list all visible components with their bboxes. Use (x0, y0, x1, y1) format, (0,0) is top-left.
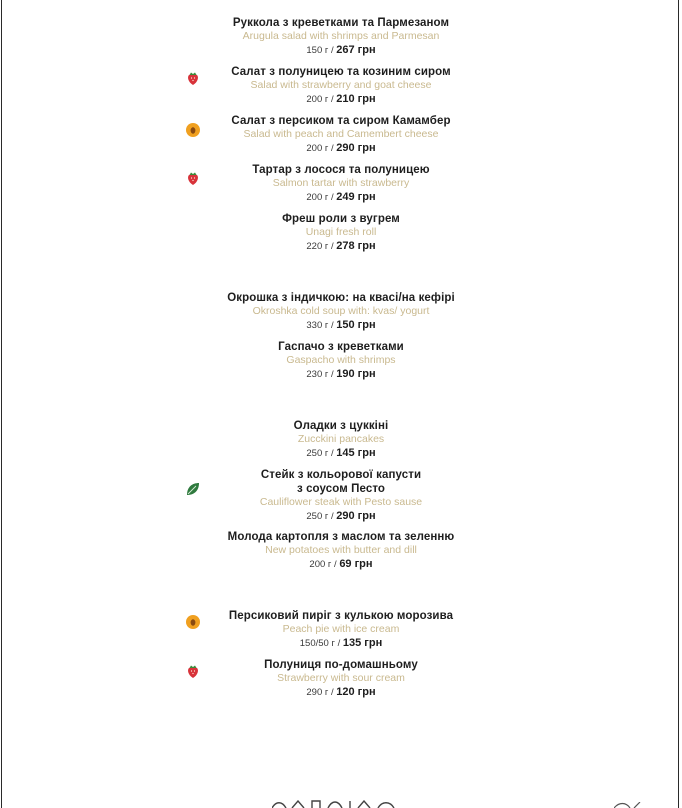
dish-weight: 150/50 г (299, 638, 335, 649)
dish-name-english: Okroshka cold soup with: kvas/ yogurt (252, 305, 430, 317)
dish-name: Молода картопля з маслом та зеленню (227, 531, 455, 543)
dish-name-english: Salmon tartar with strawberry (272, 177, 410, 189)
dish-price: 135 грн (342, 637, 383, 649)
dish-price: 267 грн (336, 44, 376, 56)
dish-weight-price: 250 г / 145 грн (306, 447, 376, 459)
dish-price: 120 грн (336, 686, 376, 698)
dish-weight: 230 г (306, 369, 329, 380)
dish-weight-price: 290 г / 120 грн (306, 686, 376, 698)
dish-name-english: Peach pie with ice cream (282, 623, 400, 635)
dish-price: 69 грн (339, 558, 373, 570)
dish-weight-price: 220 г / 278 грн (306, 240, 376, 252)
dish-weight: 250 г (306, 448, 329, 459)
dish-weight-price: 330 г / 150 грн (306, 319, 376, 331)
dish-price: 145 грн (336, 447, 376, 459)
dish-weight: 220 г (306, 241, 329, 252)
dish-name: Полуниця по-домашньому (264, 659, 418, 671)
menu-item (0, 658, 682, 700)
dish-weight-price: 200 г / 290 грн (306, 142, 376, 154)
menu-item (0, 468, 682, 524)
dish-price: 150 грн (336, 319, 376, 331)
menu-item (0, 340, 682, 382)
dish-weight: 200 г (309, 559, 332, 570)
dish-price: 210 грн (336, 93, 376, 105)
dish-name-english: Unagi fresh roll (305, 226, 377, 238)
menu-item (0, 65, 682, 107)
menu-item (0, 291, 682, 333)
dish-name: Окрошка з індичкою: на квасі/на кефірі (227, 292, 455, 304)
dish-weight: 200 г (306, 94, 329, 105)
dish-name: Салат з персиком та сиром Камамбер (231, 115, 451, 127)
menu-item (0, 114, 682, 156)
dish-name: Персиковий пиріг з кулькою морозива (228, 610, 454, 622)
dish-price: 278 грн (336, 240, 376, 252)
dish-name-english: Zucckini pancakes (297, 433, 385, 445)
dish-weight: 200 г (306, 143, 329, 154)
dish-name-english: Gaspacho with shrimps (286, 354, 396, 366)
dish-name-line2: з соусом Песто (296, 483, 386, 495)
dish-weight-price: 200 г / 210 грн (306, 93, 376, 105)
menu-item (0, 419, 682, 461)
dish-weight-price: 150/50 г / 135 грн (299, 637, 383, 649)
footer-logo-partial (272, 800, 412, 808)
dish-name: Тартар з лосося та полуницею (252, 164, 430, 176)
dish-weight-price: 200 г / 69 грн (309, 558, 373, 570)
dish-weight: 330 г (306, 320, 329, 331)
dish-name: Оладки з цуккіні (293, 420, 389, 432)
menu-item (0, 609, 682, 651)
menu-item (0, 212, 682, 254)
dish-weight: 150 г (306, 45, 329, 56)
menu-item (0, 530, 682, 572)
dish-name: Стейк з кольорової капусти (260, 469, 422, 481)
dish-name: Салат з полуницею та козиним сиром (231, 66, 451, 78)
dish-name-english: Arugula salad with shrimps and Parmesan (242, 30, 440, 42)
dish-weight: 200 г (306, 192, 329, 203)
dish-weight-price: 200 г / 249 грн (306, 191, 376, 203)
menu-item (0, 16, 682, 58)
dish-name: Гаспачо з креветками (278, 341, 404, 353)
dish-weight: 250 г (306, 511, 329, 522)
dish-name-english: Salad with peach and Camembert cheese (243, 128, 439, 140)
dish-weight-price: 250 г / 290 грн (306, 510, 376, 522)
dish-name-english: New potatoes with butter and dill (265, 544, 417, 556)
dish-name: Руккола з креветками та Пармезаном (232, 17, 450, 29)
dish-weight-price: 150 г / 267 грн (306, 44, 376, 56)
dish-weight: 290 г (306, 687, 329, 698)
dish-price: 249 грн (336, 191, 376, 203)
dish-price: 290 грн (336, 510, 376, 522)
footer-mark-partial (614, 802, 644, 808)
dish-name-english: Strawberry with sour cream (277, 672, 405, 684)
dish-price: 290 грн (336, 142, 376, 154)
dish-name-english: Salad with strawberry and goat cheese (250, 79, 432, 91)
menu-item (0, 163, 682, 205)
dish-name-english: Cauliflower steak with Pesto sause (259, 496, 423, 508)
dish-name: Фреш роли з вугрем (282, 213, 400, 225)
dish-weight-price: 230 г / 190 грн (306, 368, 376, 380)
dish-price: 190 грн (336, 368, 376, 380)
